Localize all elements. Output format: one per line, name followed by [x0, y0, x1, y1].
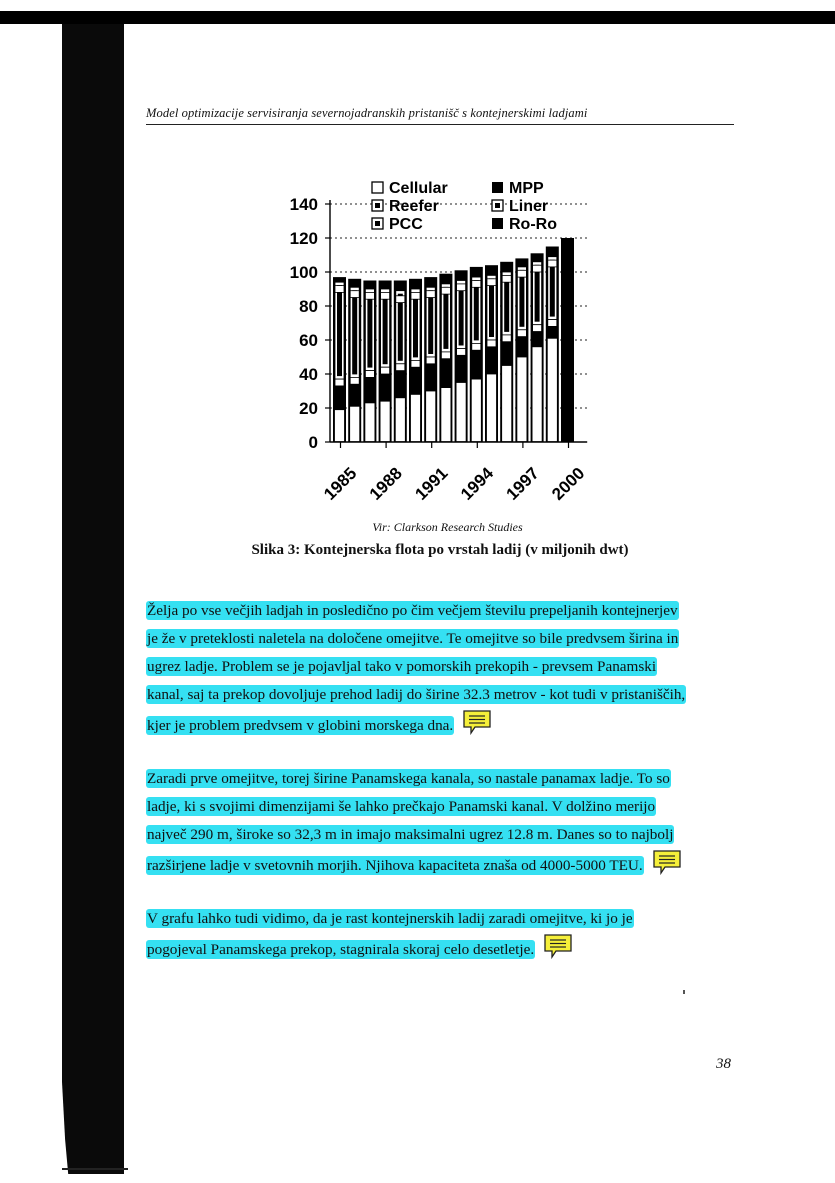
highlighted-text[interactable]: največ 290 m, široke so 32,3 m in imajo maksimalni ugrez 12.8 m. Danes so to najbolj: [147, 826, 674, 843]
bar-reefer: [441, 287, 450, 294]
bar-pcc: [426, 357, 435, 364]
y-tick-label: 140: [289, 195, 318, 214]
bar-liner-inner: [398, 294, 403, 361]
bar-reefer: [472, 281, 481, 288]
bar-cellular: [456, 383, 466, 442]
highlighted-text[interactable]: kjer je problem predvsem v globini morskega dna.: [147, 717, 454, 735]
bar-reefer: [365, 292, 374, 299]
x-tick-label: 1988: [365, 463, 406, 504]
bar-liner-inner: [413, 292, 418, 357]
bar-pcc: [381, 367, 390, 374]
highlighted-text[interactable]: ugrez ladje. Problem se je pojavljal tako v pomorskih prekopih - prevsem Panamski: [147, 658, 657, 675]
y-tick-label: 100: [289, 263, 318, 282]
highlighted-text[interactable]: Želja po vse večjih ladjah in posledično po čim večjem številu prepeljanih kontejnerjev: [147, 602, 678, 619]
legend-label: Cellular: [389, 180, 448, 197]
text-line: [146, 849, 736, 877]
bar-reefer: [487, 279, 496, 286]
bar-liner-inner: [352, 290, 357, 374]
bar-stack: [561, 238, 574, 442]
y-tick-label: 20: [299, 399, 318, 418]
legend-swatch: [492, 182, 503, 193]
bar-cellular: [517, 357, 527, 442]
highlighted-text[interactable]: kanal, saj ta prekop dovoljuje prehod ladij do širine 32.3 metrov - kot tudi v pristaniščih,: [147, 686, 686, 703]
bar-liner-inner: [367, 292, 372, 368]
highlighted-text[interactable]: pogojeval Panamskega prekop, stagnirala skoraj celo desetletje.: [147, 941, 535, 959]
text-line: [146, 709, 736, 737]
bar-pcc: [396, 364, 405, 371]
paragraph-1: [146, 597, 736, 737]
bar-pcc: [472, 343, 481, 350]
bar-cellular: [365, 403, 375, 442]
bar-pcc: [548, 320, 557, 327]
text-line: [146, 793, 736, 821]
paragraph-3: [146, 905, 736, 961]
bar-reefer: [335, 286, 344, 293]
y-tick-label: 0: [308, 433, 318, 452]
figure-caption: Slika 3: Kontejnerska flota po vrstah ladij (v miljonih dwt): [251, 542, 629, 558]
text-line: [146, 625, 736, 653]
running-header: Model optimizacije servisiranja severnojadranskih pristanišč s kontejnerskimi ladjami: [146, 106, 588, 120]
bar-reefer: [533, 265, 542, 272]
bar-cellular: [426, 391, 436, 442]
bar-reefer: [548, 260, 557, 267]
x-tick-label: 1991: [411, 463, 452, 504]
bar-cellular: [471, 379, 481, 441]
highlighted-text[interactable]: razširjene ladje v svetovnih morjih. Njihova kapaciteta znaša od 4000-5000 TEU.: [147, 857, 643, 875]
text-line: [146, 821, 736, 849]
bar-liner-inner: [550, 260, 555, 317]
legend-label: PCC: [389, 216, 423, 233]
bar-pcc: [350, 377, 359, 384]
legend-swatch-inner: [495, 203, 500, 208]
bar-cellular: [395, 398, 405, 442]
highlighted-text[interactable]: ladje, ki s svojimi dimenzijami še lahko prečkajo Panamski kanal. V dolžino merijo: [147, 798, 656, 815]
bar-pcc: [441, 352, 450, 359]
bar-liner-inner: [489, 278, 494, 337]
bar-pcc: [517, 330, 526, 337]
legend-label: MPP: [509, 180, 544, 197]
bar-cellular: [335, 410, 345, 442]
bar-cellular: [441, 388, 451, 442]
x-tick-label: 1997: [502, 463, 543, 504]
bar-liner-inner: [459, 284, 464, 346]
scan-top-border: [0, 11, 835, 24]
bar-reefer: [502, 275, 511, 282]
bar-reefer: [517, 270, 526, 277]
legend-swatch-inner: [375, 221, 380, 226]
y-tick-label: 40: [299, 365, 318, 384]
scan-speck: [683, 990, 685, 994]
legend-label: Liner: [509, 198, 549, 215]
comment-note-icon[interactable]: [543, 933, 573, 969]
comment-note-icon[interactable]: [462, 709, 492, 745]
bar-liner-inner: [535, 265, 540, 322]
text-line: [146, 597, 736, 625]
bar-cellular: [411, 394, 421, 441]
bar-cellular: [350, 406, 360, 441]
bar-cellular: [532, 347, 542, 442]
page-number: 38: [716, 1056, 731, 1072]
bar-liner-inner: [337, 285, 342, 376]
bar-liner-inner: [443, 287, 448, 349]
bar-pcc: [365, 371, 374, 378]
scan-left-shadow: [62, 24, 124, 1174]
bar-pcc: [487, 340, 496, 347]
bar-reefer: [457, 284, 466, 291]
bar-reefer: [411, 292, 420, 299]
text-line: [146, 765, 736, 793]
legend-swatch: [372, 182, 383, 193]
bar-pcc: [335, 379, 344, 386]
bar-pcc: [457, 349, 466, 356]
bar-liner-inner: [519, 270, 524, 327]
scan-bottom-mark: [62, 1168, 128, 1170]
bar-cellular: [502, 366, 512, 442]
y-tick-label: 120: [289, 229, 318, 248]
y-tick-label: 80: [299, 297, 318, 316]
bar-pcc: [411, 360, 420, 367]
bar-pcc: [533, 325, 542, 332]
paragraph-2: [146, 765, 736, 877]
x-tick-label: 1994: [456, 463, 498, 504]
bar-cellular: [547, 338, 557, 441]
text-line: [146, 933, 736, 961]
bar-liner-inner: [428, 290, 433, 354]
comment-note-icon[interactable]: [652, 849, 682, 885]
y-tick-label: 60: [299, 331, 318, 350]
highlighted-text[interactable]: je že v preteklosti naletela na določene omejitve. Te omejitve so bile predvsem širina in: [147, 630, 679, 647]
highlighted-text[interactable]: V grafu lahko tudi vidimo, da je rast kontejnerskih ladij zaradi omejitve, ki jo je: [147, 910, 633, 927]
bar-pcc: [502, 335, 511, 342]
bar-liner-inner: [474, 280, 479, 340]
x-tick-label: 2000: [548, 463, 589, 504]
bar-reefer: [396, 296, 405, 303]
chart: [280, 170, 620, 510]
legend-swatch-inner: [375, 203, 380, 208]
legend-label: Ro-Ro: [509, 216, 557, 233]
legend-label: Reefer: [389, 198, 439, 215]
bar-reefer: [381, 292, 390, 299]
bar-reefer: [350, 291, 359, 298]
chart-svg: [280, 170, 620, 510]
bar-cellular: [380, 401, 390, 441]
figure-source: Vir: Clarkson Research Studies: [372, 520, 523, 534]
text-line: [146, 905, 736, 933]
bar-reefer: [426, 291, 435, 298]
text-line: [146, 681, 736, 709]
text-line: [146, 653, 736, 681]
x-tick-label: 1985: [320, 463, 361, 504]
bar-liner-inner: [504, 275, 509, 332]
legend-swatch: [492, 218, 503, 229]
header-rule: [146, 124, 734, 125]
bar-liner-inner: [383, 292, 388, 364]
highlighted-text[interactable]: Zaradi prve omejitve, torej širine Panamskega kanala, so nastale panamax ladje. To so: [147, 770, 670, 787]
bar-cellular: [487, 374, 497, 442]
